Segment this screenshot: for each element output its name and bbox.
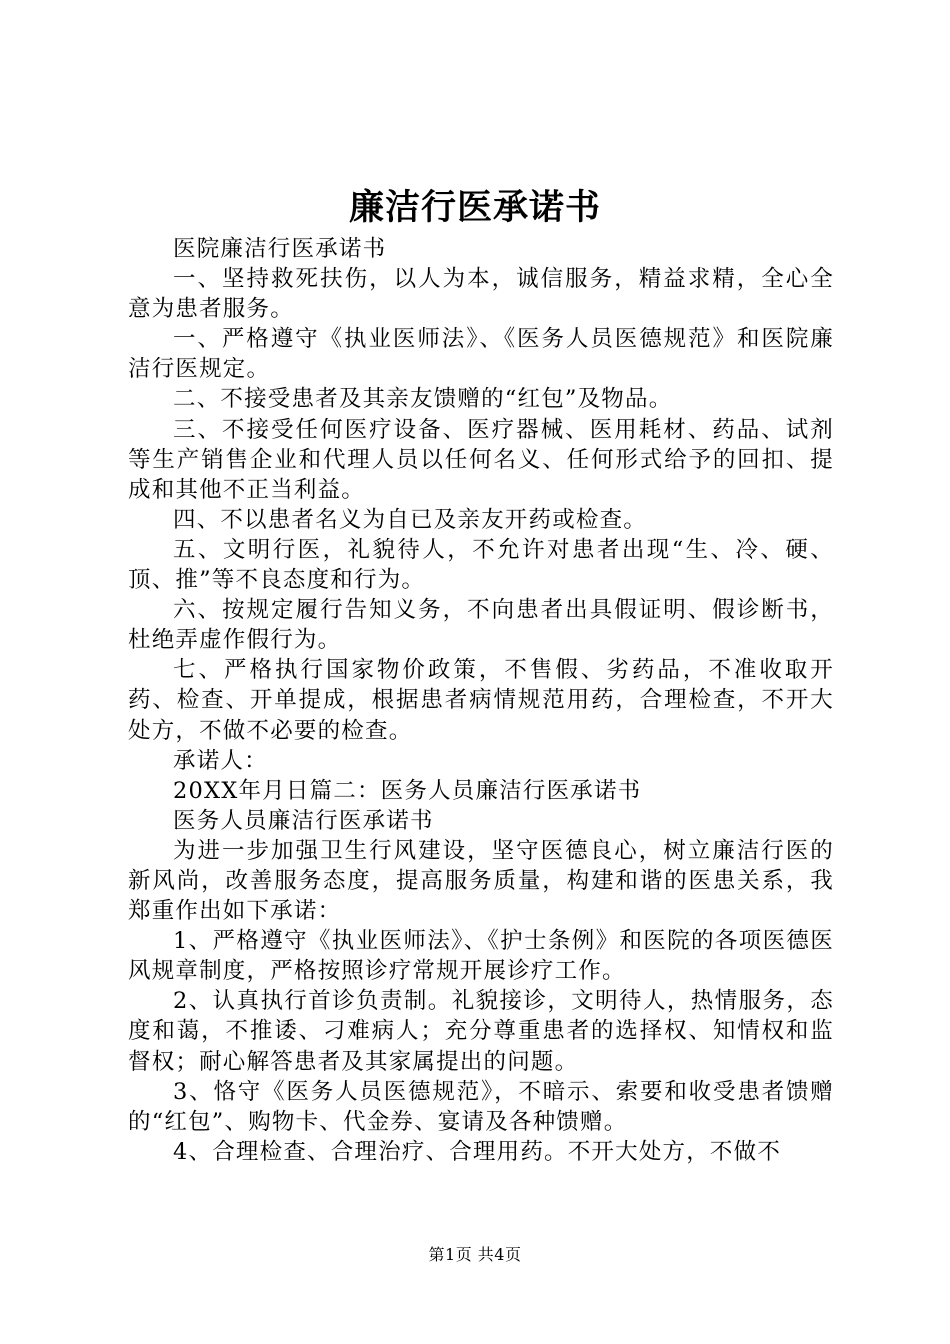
paragraph: 3、恪守《医务人员医德规范》，不暗示、索要和收受患者馈赠的“红包”、购物卡、代金券、宴请及各种馈赠。 <box>128 1078 834 1135</box>
paragraph: 二、不接受患者及其亲友馈赠的“红包”及物品。 <box>173 386 673 413</box>
paragraph: 三、不接受任何医疗设备、医疗器械、医用耗材、药品、试剂等生产销售企业和代理人员以任何名义、任何形式给予的回扣、提成和其他不正当利益。 <box>128 416 834 503</box>
paragraph: 六、按规定履行告知义务，不向患者出具假证明、假诊断书，杜绝弄虚作假行为。 <box>128 597 834 654</box>
paragraph: 为进一步加强卫生行风建设，坚守医德良心，树立廉洁行医的新风尚，改善服务态度，提高服务质量，构建和谐的医患关系，我郑重作出如下承诺： <box>128 837 834 925</box>
paragraph: 医院廉洁行医承诺书 <box>173 236 387 262</box>
document-body <box>128 234 834 1167</box>
paragraph: 4、合理检查、合理治疗、合理用药。不开大处方，不做不 <box>173 1138 782 1165</box>
paragraph: 一、坚持救死扶伤，以人为本，诚信服务，精益求精，全心全意为患者服务。 <box>128 266 834 323</box>
paragraph: 2、认真执行首诊负责制。礼貌接诊，文明待人，热情服务，态度和蔼，不推诿、刁难病人；充分尊重患者的选择权、知情权和监督权；耐心解答患者及其家属提出的问题。 <box>128 988 834 1075</box>
paragraph: 1、严格遵守《执业医师法》、《护士条例》和医院的各项医德医风规章制度，严格按照诊疗常规开展诊疗工作。 <box>128 928 834 985</box>
paragraph: 承诺人： <box>173 747 268 774</box>
paragraph: 一、严格遵守《执业医师法》、《医务人员医德规范》和医院廉洁行医规定。 <box>128 326 834 383</box>
page-footer: 第1页 共4页 <box>428 1245 522 1264</box>
paragraph: 四、不以患者名义为自已及亲友开药或检查。 <box>173 506 648 533</box>
paragraph: 七、严格执行国家物价政策，不售假、劣药品，不准收取开药、检查、开单提成，根据患者病情规范用药，合理检查，不开大处方，不做不必要的检查。 <box>128 657 834 744</box>
paragraph: 20XX年月日篇二：医务人员廉洁行医承诺书 <box>173 777 642 804</box>
document-title: 廉洁行医承诺书 <box>348 187 601 228</box>
paragraph: 五、文明行医，礼貌待人，不允许对患者出现“生、冷、硬、顶、推”等不良态度和行为。 <box>128 536 834 594</box>
paragraph: 医务人员廉洁行医承诺书 <box>173 807 434 834</box>
